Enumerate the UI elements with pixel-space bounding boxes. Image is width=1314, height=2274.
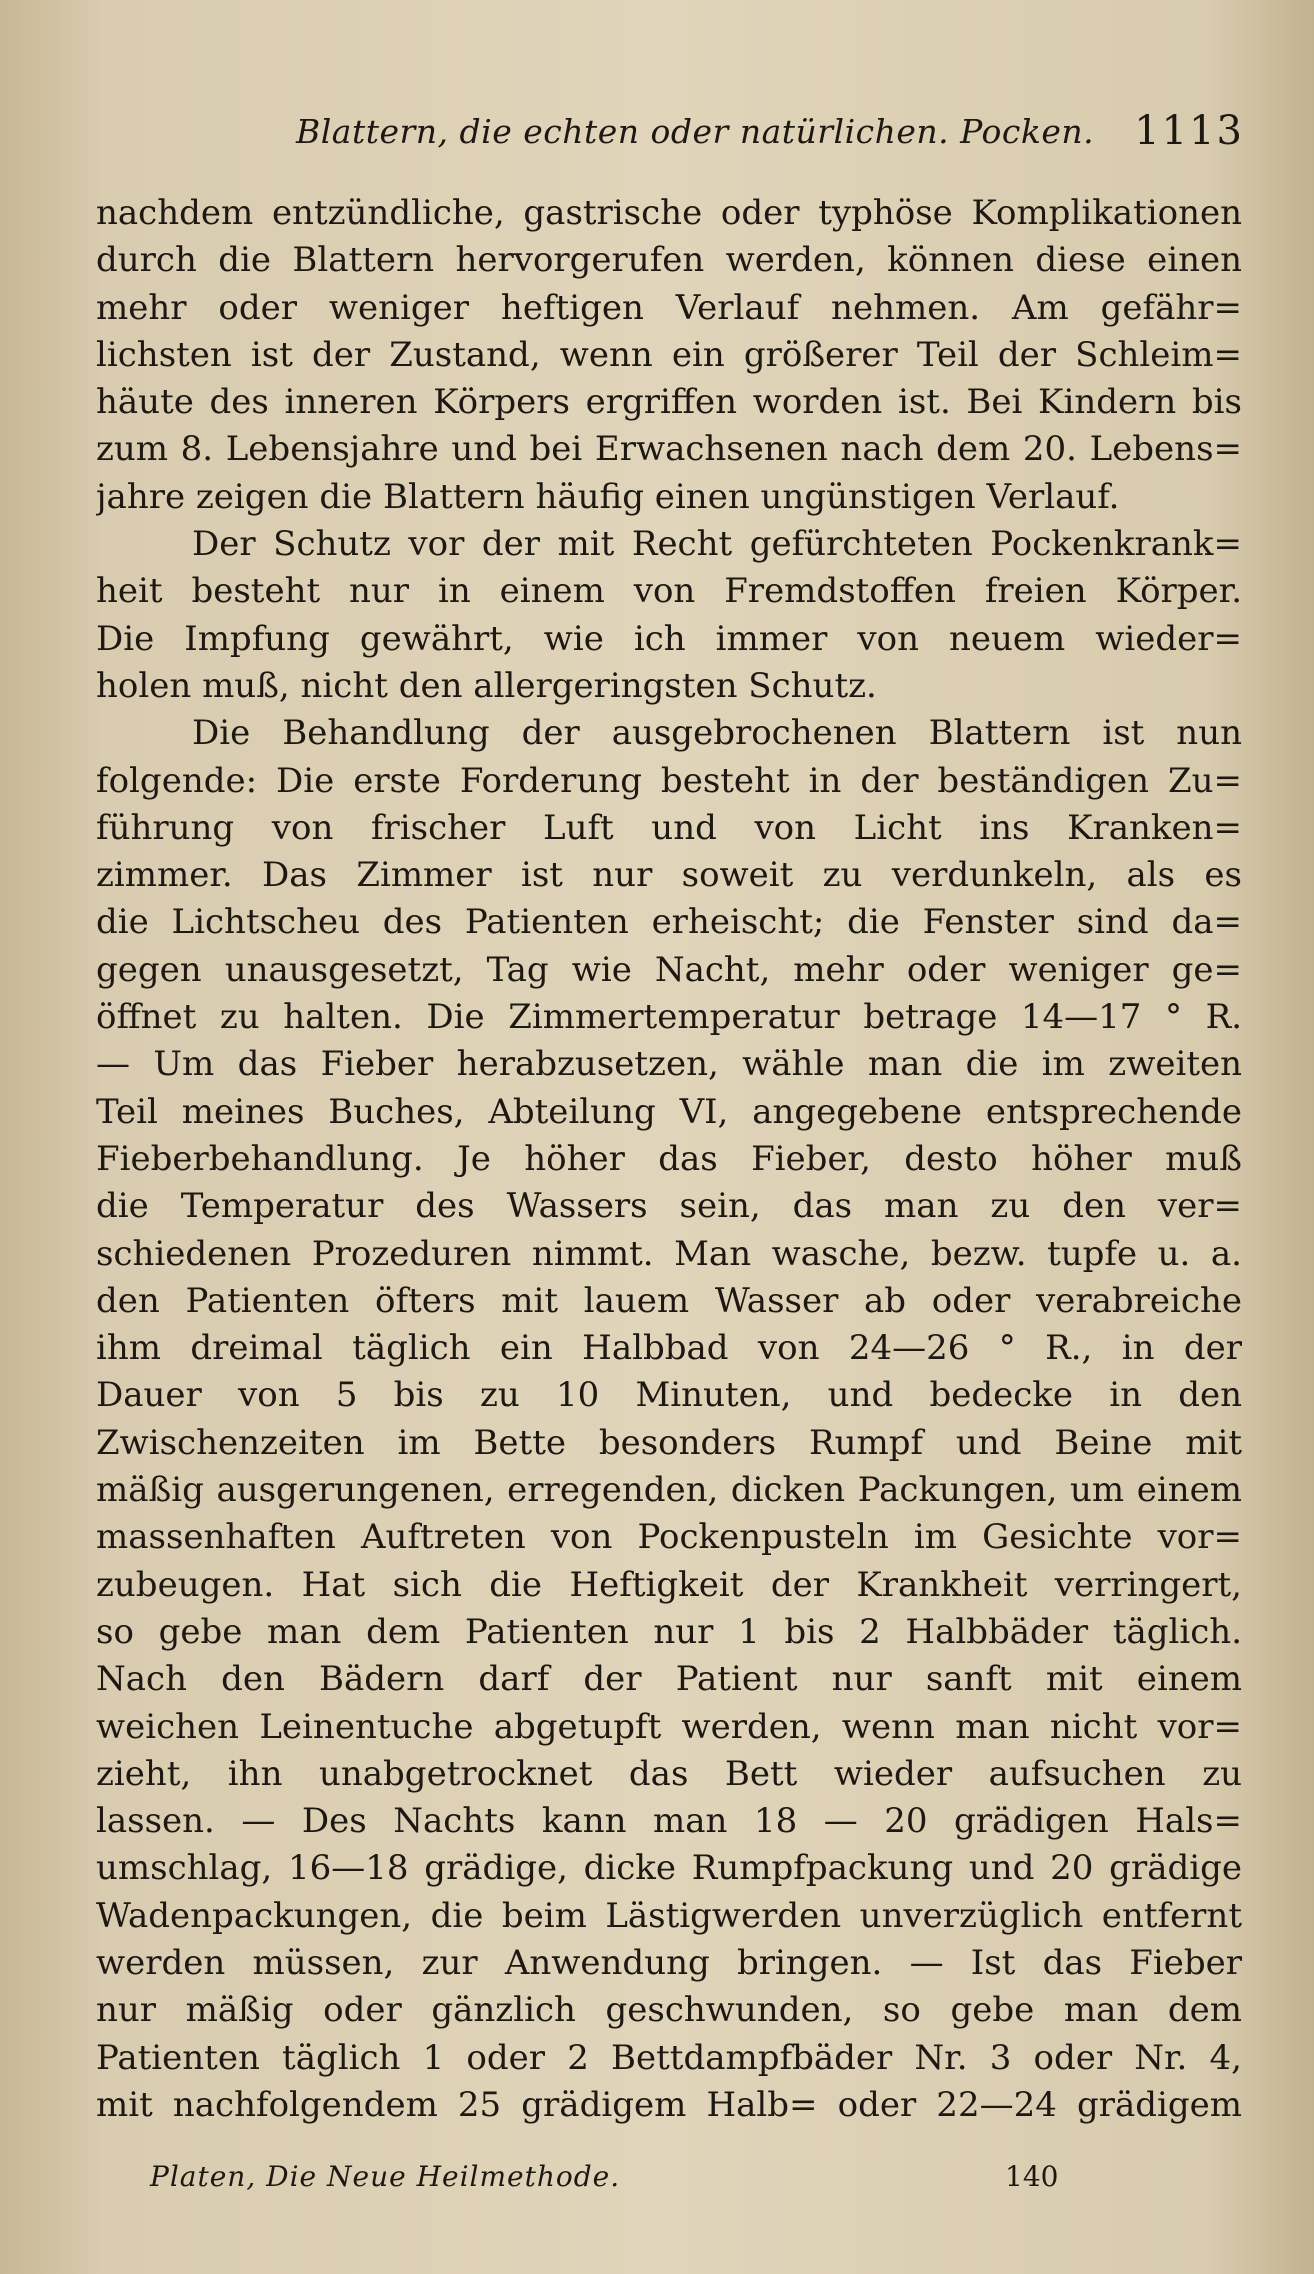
text-line: Die Impfung gewährt, wie ich immer von neuem wieder=	[96, 618, 1242, 659]
text-line: führung von frischer Luft und von Licht ins Kranken=	[96, 807, 1242, 848]
text-line: mit nachfolgendem 25 grädigem Halb= oder 22—24 grädigem	[96, 2084, 1242, 2125]
text-line: umschlag, 16—18 grädige, dicke Rumpfpackung und 20 grädige	[96, 1848, 1242, 1889]
text-line: lassen. — Des Nachts kann man 18 — 20 grädigen Hals=	[96, 1801, 1242, 1842]
text-line: mehr oder weniger heftigen Verlauf nehmen. Am gefähr=	[96, 287, 1242, 328]
text-line: holen muß, nicht den allergeringsten Schutz.	[96, 665, 877, 706]
text-line: gegen unausgesetzt, Tag wie Nacht, mehr oder weniger ge=	[96, 949, 1242, 990]
body-text	[96, 190, 1242, 2129]
text-line: lichsten ist der Zustand, wenn ein größerer Teil der Schleim=	[96, 334, 1242, 375]
text-line: mäßig ausgerungenen, erregenden, dicken Packungen, um einem	[96, 1470, 1242, 1511]
text-line: folgende: Die erste Forderung besteht in der beständigen Zu=	[96, 760, 1242, 801]
text-line: — Um das Fieber herabzusetzen, wähle man die im zweiten	[96, 1044, 1242, 1085]
text-line: Die Behandlung der ausgebrochenen Blattern ist nun	[192, 713, 1242, 754]
text-line: zieht, ihn unabgetrocknet das Bett wieder aufsuchen zu	[96, 1753, 1242, 1794]
text-line: Der Schutz vor der mit Recht gefürchteten Pockenkrank=	[192, 524, 1242, 565]
text-line: nachdem entzündliche, gastrische oder typhöse Komplikationen	[96, 193, 1242, 233]
text-line: Fieberbehandlung. Je höher das Fieber, desto höher muß	[96, 1138, 1242, 1179]
text-line: die Temperatur des Wassers sein, das man zu den ver=	[96, 1186, 1242, 1227]
page-number: 1113	[1134, 108, 1244, 154]
footer-signature: Platen, Die Neue Heilmethode.	[150, 2160, 621, 2193]
text-line: Wadenpackungen, die beim Lästigwerden unverzüglich entfernt	[96, 1895, 1242, 1936]
text-line: zum 8. Lebensjahre und bei Erwachsenen nach dem 20. Lebens=	[96, 429, 1242, 470]
text-line: Patienten täglich 1 oder 2 Bettdampfbäder Nr. 3 oder Nr. 4,	[96, 2037, 1242, 2078]
text-line: den Patienten öfters mit lauem Wasser ab oder verabreiche	[96, 1280, 1242, 1321]
running-title: Blattern, die echten oder natürlichen. Pocken.	[296, 112, 1095, 151]
text-line: ihm dreimal täglich ein Halbbad von 24—26 ° R., in der	[96, 1328, 1242, 1369]
text-line: nur mäßig oder gänzlich geschwunden, so gebe man dem	[96, 1990, 1242, 2031]
footer-sheet-number: 140	[1005, 2160, 1059, 2193]
text-line: durch die Blattern hervorgerufen werden, können diese einen	[96, 240, 1242, 281]
text-line: Dauer von 5 bis zu 10 Minuten, und bedecke in den	[96, 1375, 1242, 1416]
text-line: werden müssen, zur Anwendung bringen. — Ist das Fieber	[96, 1942, 1242, 1983]
text-line: Zwischenzeiten im Bette besonders Rumpf und Beine mit	[96, 1422, 1242, 1463]
text-line: häute des inneren Körpers ergriffen worden ist. Bei Kindern bis	[96, 382, 1242, 423]
page-footer	[150, 2160, 1244, 2210]
text-line: massenhaften Auftreten von Pockenpusteln im Gesichte vor=	[96, 1517, 1242, 1558]
text-line: zimmer. Das Zimmer ist nur soweit zu verdunkeln, als es	[96, 855, 1242, 896]
text-line: jahre zeigen die Blattern häufig einen ungünstigen Verlauf.	[96, 476, 1120, 517]
running-head	[96, 108, 1244, 172]
text-line: Teil meines Buches, Abteilung VI, angegebene entsprechende	[96, 1091, 1242, 1132]
text-line: Nach den Bädern darf der Patient nur sanft mit einem	[96, 1659, 1242, 1700]
text-line: heit besteht nur in einem von Fremdstoffen freien Körper.	[96, 571, 1242, 612]
text-line: zubeugen. Hat sich die Heftigkeit der Krankheit verringert,	[96, 1564, 1242, 1605]
text-line: die Lichtscheu des Patienten erheischt; die Fenster sind da=	[96, 902, 1242, 943]
text-line: so gebe man dem Patienten nur 1 bis 2 Halbbäder täglich.	[96, 1611, 1242, 1652]
text-line: öffnet zu halten. Die Zimmertemperatur betrage 14—17 ° R.	[96, 997, 1242, 1038]
text-line: weichen Leinentuche abgetupft werden, wenn man nicht vor=	[96, 1706, 1242, 1747]
text-line: schiedenen Prozeduren nimmt. Man wasche, bezw. tupfe u. a.	[96, 1233, 1242, 1274]
